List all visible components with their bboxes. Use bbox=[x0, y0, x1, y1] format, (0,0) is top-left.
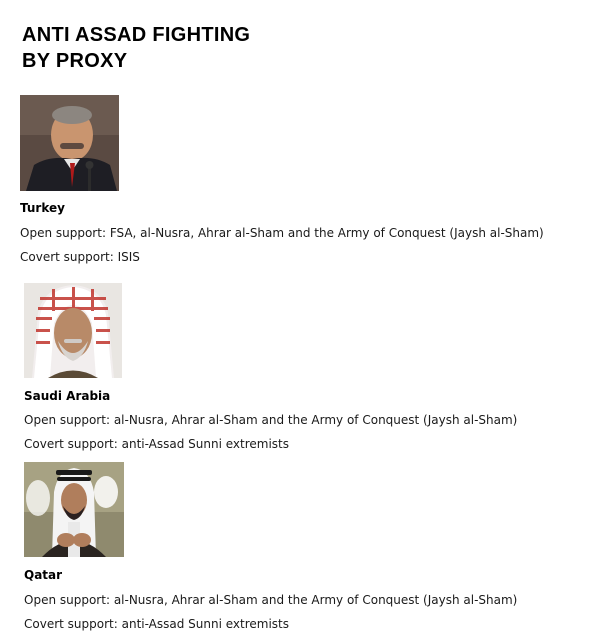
portrait-tamim-photo bbox=[24, 462, 124, 557]
portrait-salman-photo bbox=[24, 283, 122, 378]
portrait-erdogan-photo bbox=[20, 95, 119, 191]
open-support-label: Open support: bbox=[24, 593, 110, 607]
page-title-line-1: ANTI ASSAD FIGHTING bbox=[22, 24, 251, 46]
covert-support-line bbox=[20, 250, 140, 264]
open-support-line bbox=[20, 226, 544, 240]
open-support-value: al-Nusra, Ahrar al-Sham and the Army of Conquest (Jaysh al-Sham) bbox=[113, 593, 518, 607]
covert-support-value: anti-Assad Sunni extremists bbox=[121, 617, 290, 631]
open-support-line bbox=[24, 413, 517, 427]
covert-support-line bbox=[24, 437, 289, 451]
covert-support-label: Covert support: bbox=[24, 437, 118, 451]
open-support-value: al-Nusra, Ahrar al-Sham and the Army of Conquest (Jaysh al-Sham) bbox=[113, 413, 518, 427]
covert-support-label: Covert support: bbox=[20, 250, 114, 264]
country-name: Qatar bbox=[24, 568, 63, 582]
covert-support-value: anti-Assad Sunni extremists bbox=[121, 437, 290, 451]
open-support-label: Open support: bbox=[24, 413, 110, 427]
country-name: Turkey bbox=[20, 201, 65, 215]
covert-support-label: Covert support: bbox=[24, 617, 118, 631]
page-title-line-2: BY PROXY bbox=[22, 50, 128, 72]
covert-support-value: ISIS bbox=[117, 250, 140, 264]
open-support-value: FSA, al-Nusra, Ahrar al-Sham and the Army of Conquest (Jaysh al-Sham) bbox=[109, 226, 544, 240]
country-name: Saudi Arabia bbox=[24, 389, 111, 403]
open-support-label: Open support: bbox=[20, 226, 106, 240]
entry-saudi-arabia bbox=[24, 283, 600, 453]
covert-support-line bbox=[24, 617, 289, 631]
page-title bbox=[22, 22, 250, 74]
open-support-line bbox=[24, 593, 517, 607]
entry-turkey bbox=[20, 95, 600, 265]
entry-qatar bbox=[24, 462, 600, 634]
